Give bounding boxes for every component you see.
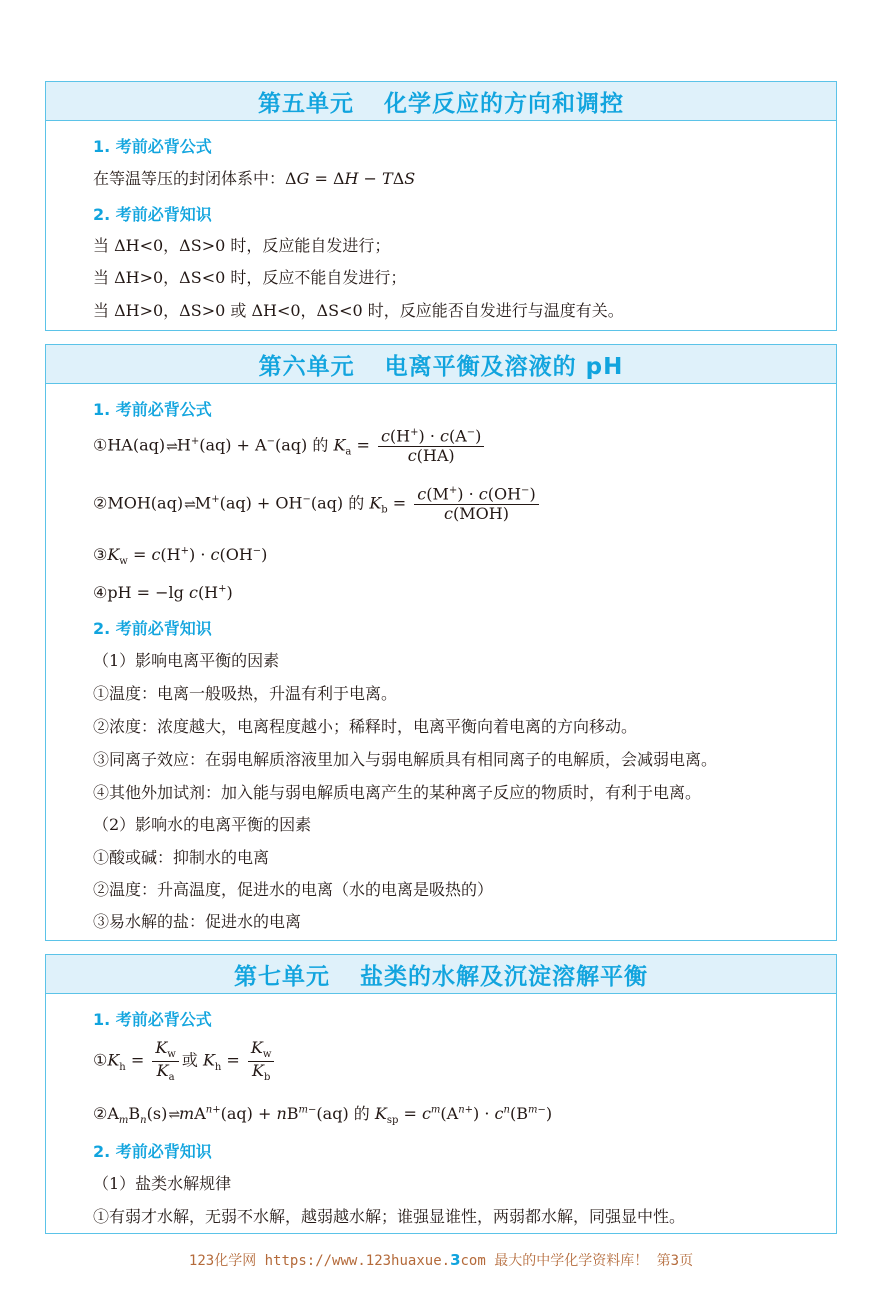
section-unit-5 xyxy=(45,81,837,331)
knowledge-line-1: 当 ΔH<0，ΔS>0 时，反应能自发进行； xyxy=(93,236,391,255)
section-unit-7 xyxy=(45,954,837,1234)
formula-ka: ①HA(aq)⇌H+(aq) + A−(aq) 的 $K_a$ = $\frac{c(H^+) \cdot c(A^-)}{c(HA)}$ xyxy=(93,427,487,465)
subheading-knowledge: 2. 考前必背知识 xyxy=(93,205,212,224)
section-title xyxy=(46,82,836,121)
unit-label: 第六单元 xyxy=(258,353,355,380)
knowledge-line: ②浓度：浓度越大，电离程度越小；稀释时，电离平衡向着电离的方向移动。 xyxy=(93,717,638,736)
knowledge-line: ①温度：电离一般吸热，升温有利于电离。 xyxy=(93,684,398,703)
heading-water-factors: （2）影响水的电离平衡的因素 xyxy=(93,815,312,834)
footer-site: 123化学网 https://www.123huaxue. xyxy=(188,1253,451,1269)
knowledge-line: ②温度：升高温度，促进水的电离（水的电离是吸热的） xyxy=(93,880,494,899)
knowledge-line: ③易水解的盐：促进水的电离 xyxy=(93,912,302,931)
subheading-knowledge: 2. 考前必背知识 xyxy=(93,1142,212,1161)
formula-ksp: $②A_mB_n(s)\rightleftharpoons mA^{n+}(aq) + nB^{m-}(aq)$ 的 $K_{sp} = c^m(A^{n+}) \cdot c^n(B^{m-})$ xyxy=(93,1104,553,1127)
knowledge-line: ①酸或碱：抑制水的电离 xyxy=(93,848,270,867)
section-unit-6 xyxy=(45,344,837,941)
knowledge-line-2: 当 ΔH>0，ΔS<0 时，反应不能自发进行； xyxy=(93,268,407,287)
gibbs-formula: ΔG = ΔH − TΔS xyxy=(285,169,416,188)
subheading-knowledge: 2. 考前必背知识 xyxy=(93,619,212,638)
formula-kb: ②MOH(aq)⇌M+(aq) + OH−(aq) 的 $K_b$ = $\frac{c(M^+) \cdot c(OH^-)}{\text{c(MOH)}}$ xyxy=(93,485,542,523)
formula-prefix: 在等温等压的封闭体系中： xyxy=(93,169,286,188)
knowledge-line: ①有弱才水解，无弱不水解，越弱越水解；谁强显谁性，两弱都水解，同强显中性。 xyxy=(93,1207,686,1226)
unit-label: 第七单元 xyxy=(234,963,330,990)
gibbs-formula-line xyxy=(93,166,415,189)
knowledge-line: ④其他外加试剂：加入能与弱电解质电离产生的某种离子反应的物质时，有利于电离。 xyxy=(93,783,702,802)
formula-kh: $①K_h$ = $\frac{K_w}{K_a}$ 或 $K_h$ = $\frac{K_w}{K_b}$ xyxy=(93,1039,277,1083)
footer-tagline: com 最大的中学化学资料库！ 第3页 xyxy=(460,1253,694,1269)
section-title xyxy=(46,345,836,384)
subheading-formulas: 1. 考前必背公式 xyxy=(93,137,212,156)
subheading-formulas: 1. 考前必背公式 xyxy=(93,400,212,419)
unit-name: 盐类的水解及沉淀溶解平衡 xyxy=(360,963,648,990)
unit-name: 化学反应的方向和调控 xyxy=(384,90,624,117)
knowledge-line: ③同离子效应：在弱电解质溶液里加入与弱电解质具有相同离子的电解质，会减弱电离。 xyxy=(93,750,718,769)
knowledge-line-3: 当 ΔH>0，ΔS>0 或 ΔH<0，ΔS<0 时，反应能否自发进行与温度有关。 xyxy=(93,301,624,320)
heading-hydrolysis-rules: （1）盐类水解规律 xyxy=(93,1174,232,1193)
page-footer xyxy=(0,1250,882,1270)
unit-label: 第五单元 xyxy=(258,90,354,117)
section-title xyxy=(46,955,836,994)
page-number: 3 xyxy=(450,1251,461,1269)
formula-ph: ④pH = −lg c(H+) xyxy=(93,583,233,602)
formula-kw: $③K_w = c(H^+) \cdot c(OH^-)$ xyxy=(93,545,268,568)
unit-name: 电离平衡及溶液的 pH xyxy=(384,353,624,380)
heading-ionization-factors: （1）影响电离平衡的因素 xyxy=(93,651,280,670)
subheading-formulas: 1. 考前必背公式 xyxy=(93,1010,212,1029)
